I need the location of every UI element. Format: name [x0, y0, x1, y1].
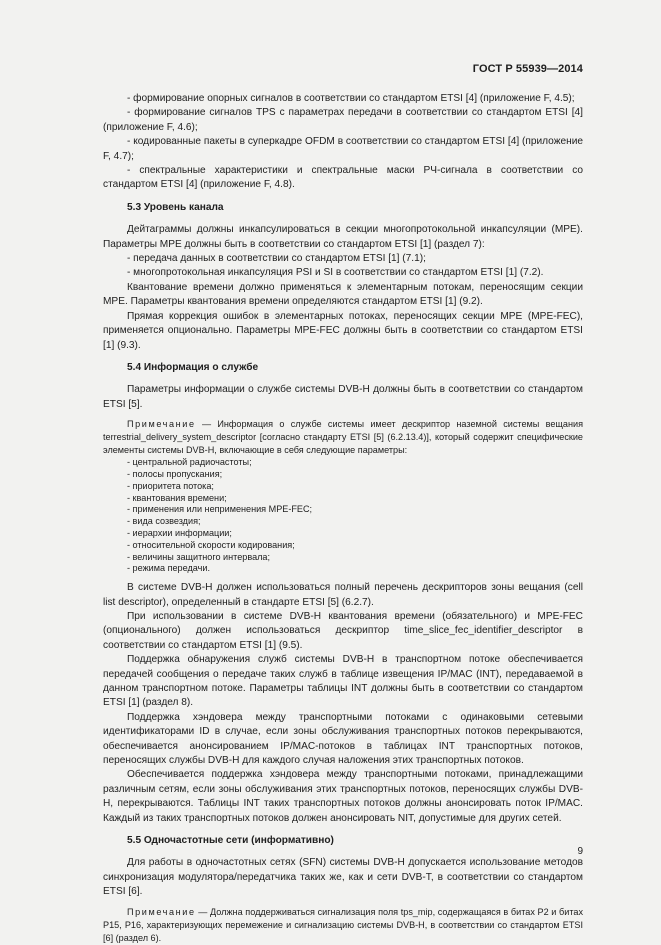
paragraph: При использовании в системе DVB-H квантования времени (обязательного) и MPE-FEC (опционального) должен использоваться дескриптор time_slice_fec_identifier_descriptor в соответствии со стандартом ETSI [1] (9.5). — [103, 610, 583, 651]
list-item: - спектральные характеристики и спектральные маски РЧ-сигнала в соответствии со стандартом ETSI [4] (приложение F, 4.8). — [103, 165, 583, 191]
note-text: — Информация о службе системы имеет дескриптор наземной системы вещания terrestrial_delivery_system_descriptor [согласно стандарту ETSI [5] (6.2.13.4)], который содержит специфические элементы системы DVB-H, включающие в себя следующие параметры: — [103, 419, 583, 456]
section-heading-5-3: 5.3 Уровень канала — [127, 201, 224, 213]
list-item: - полосы пропускания; — [127, 468, 223, 479]
paragraph: Параметры информации о службе системы DVB-H должны быть в соответствии со стандартом ETSI [5]. — [103, 384, 583, 410]
note — [103, 418, 583, 457]
paragraph: Прямая коррекция ошибок в элементарных потоках, переносящих секции MPE (MPE-FEC), применяется опционально. Параметры MPE-FEC должны быть в соответствии со стандартом ETSI [1] (9.3). — [103, 310, 583, 351]
list-item: - квантования времени; — [127, 492, 227, 503]
note-text: — Должна поддерживаться сигнализация поля tps_mip, содержащаяся в битах P2 и битах P15, P16, характеризующих перемежение и сигнализацию системы DVB-H, в соответствии со стандартом ETSI [6] (раздел 6). — [103, 906, 583, 943]
list-item: - относительной скорости кодирования; — [127, 539, 295, 550]
list-item: - режима передачи. — [127, 563, 210, 574]
paragraph: Обеспечивается поддержка хэндовера между транспортными потоками, принадлежащими различным сетям, если зоны обслуживания этих транспортных потоков, переносящих службы DVB-H, перекрываются. Таблицы INT таких транспортных потоков должны анонсировать поток IP/MAC. Каждый из таких транспортных потоков должен анонсировать NIT, допустимые для других сетей. — [103, 769, 583, 824]
note-label: Примечание — [127, 419, 196, 430]
section-heading-5-5: 5.5 Одночастотные сети (информативно) — [127, 835, 334, 846]
list-item: - формирование опорных сигналов в соответствии со стандартом ETSI [4] (приложение F, 4.5); — [127, 93, 575, 104]
list-item: - передача данных в соответствии со стандартом ETSI [1] (7.1); — [127, 253, 426, 265]
paragraph: Квантование времени должно применяться к элементарным потокам, переносящим секции MPE. Параметры квантования времени определяются стандартом ETSI [1] (9.2). — [103, 281, 583, 308]
list-item: - центральной радиочастоты; — [127, 457, 252, 468]
paragraph: Для работы в одночастотных сетях (SFN) системы DVB-H допускается использование методов синхронизация модулятора/передатчика таких же, как и сети DVB-T, в соответствии со стандартом ETSI [6]. — [103, 857, 583, 898]
page-number: 9 — [577, 846, 583, 857]
page-content — [103, 92, 583, 945]
section-heading-5-4: 5.4 Информация о службе — [127, 361, 259, 373]
list-item: - величины защитного интервала; — [127, 551, 271, 562]
list-item: - кодированные пакеты в суперкадре OFDM в соответствии со стандартом ETSI [4] (приложение F, 4.7); — [103, 136, 583, 162]
list-item: - иерархии информации; — [127, 527, 232, 538]
standard-designation: ГОСТ Р 55939—2014 — [472, 63, 583, 75]
note — [103, 906, 583, 945]
paragraph: Поддержка хэндовера между транспортными потоками с одинаковыми сетевыми идентификаторами ID в случае, если зоны обслуживания транспортных потоков перекрываются, обеспечивается анонсированием IP/MAC-потоков в таблицах INT транспортных потоков, переносящих службы DVB-H для каждого случая наложения этих транспортных потоков. — [103, 711, 583, 766]
list-item: - применения или неприменения MPE-FEC; — [127, 504, 313, 515]
list-item: - формирование сигналов TPS с параметрах передачи в соответствии со стандартом ETSI [4] (приложение F, 4.6); — [103, 107, 583, 133]
list-item: - приоритета потока; — [127, 480, 214, 491]
paragraph: Поддержка обнаружения служб системы DVB-H в транспортном потоке обеспечивается передачей сообщения о передаче таких служб в таблице извещения IP/MAC (INT), передаваемой в данном транспортном потоке. Параметры таблицы INT должны быть в соответствии со стандартом ETSI [1] (раздел 8). — [103, 654, 583, 709]
paragraph: В системе DVB-H должен использоваться полный перечень дескрипторов зоны вещания (cell list descriptor), определенный в стандарте ETSI [5] (6.2.7). — [103, 582, 583, 608]
note-list — [103, 457, 583, 575]
list-item: - вида созвездия; — [127, 516, 201, 527]
paragraph: Дейтаграммы должны инкапсулироваться в секции многопротокольной инкапсуляции (MPE). Параметры MPE должны быть в соответствии со стандартом ETSI [1] (раздел 7): — [103, 224, 583, 250]
list-item: - многопротокольная инкапсуляция PSI и SI в соответствии со стандартом ETSI [1] (7.2). — [127, 267, 544, 279]
note-label: Примечание — [127, 906, 196, 917]
